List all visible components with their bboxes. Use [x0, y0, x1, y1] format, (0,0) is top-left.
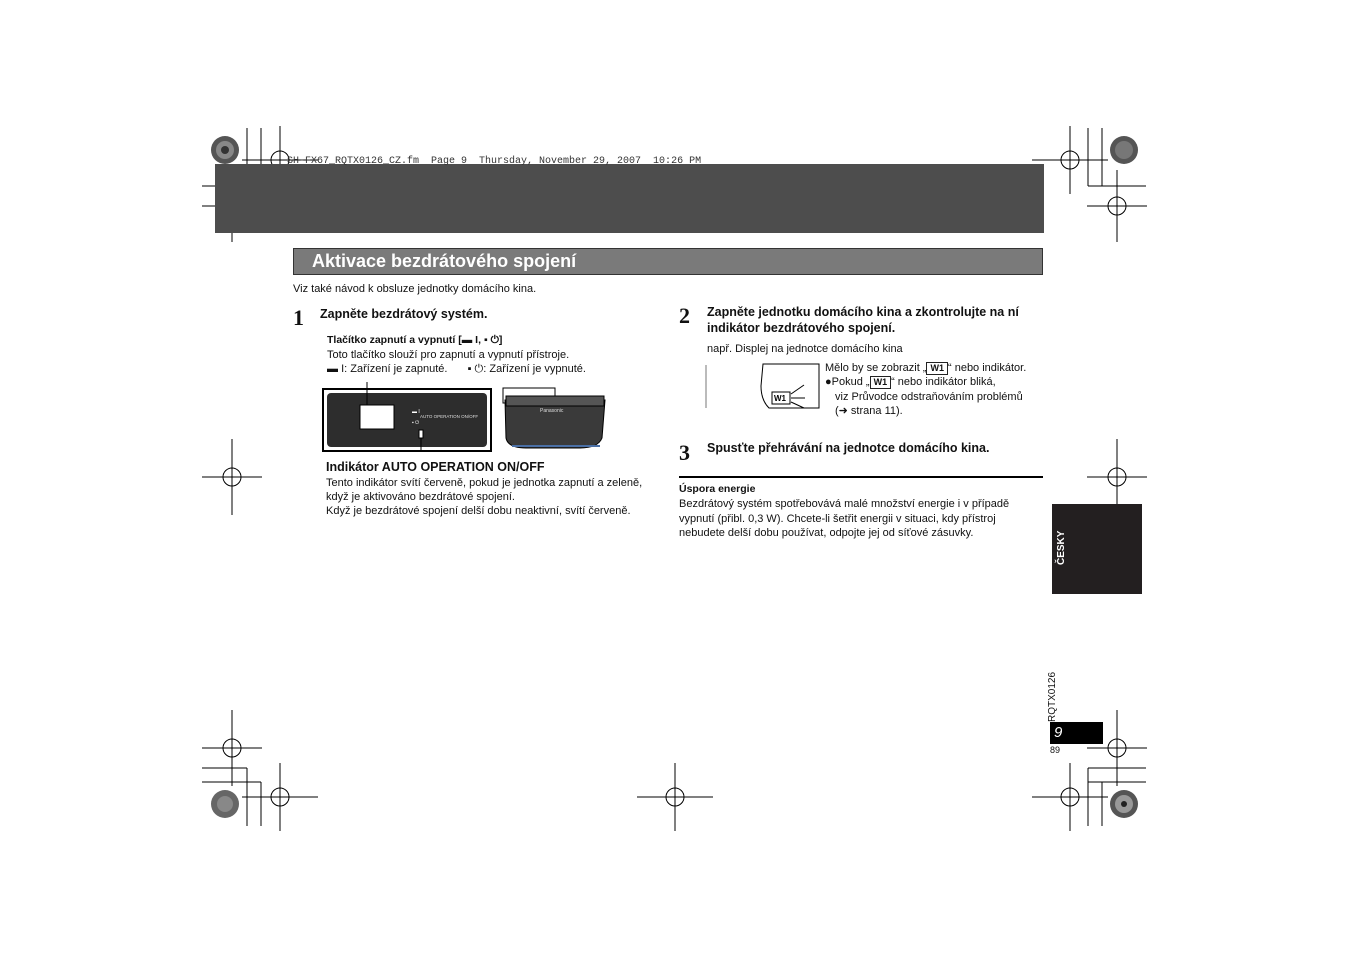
section-title: Aktivace bezdrátového spojení — [293, 248, 1043, 275]
energy-text-1: Bezdrátový systém spotřebovává malé množství energie i v případě — [679, 498, 1010, 510]
intro-text: Viz také návod k obsluze jednotky domácího kina. — [293, 283, 537, 295]
standby-icon-2: ▪ — [483, 334, 488, 346]
step-1-title: Zapněte bezdrátový systém. — [320, 307, 488, 321]
step-number-1: 1 — [293, 305, 304, 330]
energy-heading: Úspora energie — [679, 483, 756, 495]
page-number: 9 — [1050, 722, 1103, 744]
step-number-3: 3 — [679, 440, 690, 465]
device-label: AUTO OPERATION ON/OFF — [420, 414, 479, 419]
display-note-2: ●Pokud „ W1 “ nebo indikátor bliká, — [825, 376, 996, 388]
display-illustration — [705, 360, 820, 410]
svg-text:▪ ⏻: ▪ ⏻ — [412, 420, 420, 426]
page-total: 89 — [1050, 745, 1061, 755]
display-note-1: Mělo by se zobrazit „ W1 “ nebo indikátor. — [825, 362, 1027, 374]
device-illustration — [322, 380, 607, 452]
indicator-heading: Indikátor AUTO OPERATION ON/OFF — [326, 460, 545, 474]
display-note-3: viz Průvodce odstraňováním problémů — [835, 391, 1023, 403]
display-example: např. Displej na jednotce domácího kina — [707, 343, 903, 355]
power-icon: ⏻ — [490, 334, 499, 346]
brand-label: Panasonic — [540, 408, 564, 414]
display-note-4: (➜ strana 11). — [835, 405, 903, 417]
svg-text:▬ I: ▬ I — [412, 409, 420, 415]
power-states: ▬ I: Zařízení je zapnuté. ▪ ⏻: Zařízení je vypnuté. — [327, 363, 586, 375]
w1-display-code: W1 — [926, 362, 948, 375]
energy-text-2: vypnutí (přibl. 0,3 W). Chcete-li šetřit energii v situaci, kdy přístroj — [679, 513, 996, 525]
off-icon: ▪ ⏻ — [467, 363, 484, 375]
display-code: W1 — [774, 394, 786, 403]
indicator-text-1: Tento indikátor svítí červeně, pokud je jednotka zapnutí a zeleně, — [326, 477, 643, 489]
indicator-text-3: Když je bezdrátové spojení delší dobu neaktivní, svítí červeně. — [326, 505, 631, 517]
indicator-text-2: když je aktivováno bezdrátové spojení. — [326, 491, 515, 503]
language-tab-label: ČESKY — [1056, 530, 1067, 565]
energy-divider — [679, 476, 1043, 478]
bullet-icon: ● — [825, 376, 832, 388]
w1-display-code-2: W1 — [870, 376, 892, 389]
document-code: RQTX0126 — [1047, 671, 1058, 722]
energy-text-3: nebudete delší dobu používat, odpojte jej od síťové zásuvky. — [679, 527, 974, 539]
standby-icon: ▬ — [461, 334, 473, 346]
step-3-title: Spusťte přehrávání na jednotce domácího kina. — [707, 441, 990, 455]
step-2-title-1: Zapněte jednotku domácího kina a zkontrolujte na ní — [707, 305, 1019, 319]
step-2-title-2: indikátor bezdrátového spojení. — [707, 321, 896, 335]
on-icon: ▬ — [327, 363, 342, 375]
power-button-heading: Tlačítko zapnutí a vypnutí [▬ I, ▪ ⏻] — [327, 334, 503, 346]
power-button-desc: Toto tlačítko slouží pro zapnutí a vypnutí přístroje. — [327, 349, 570, 361]
file-info-line: SH-FX67_RQTX0126_CZ.fm Page 9 Thursday, November 29, 2007 10:26 PM — [287, 156, 702, 167]
step-number-2: 2 — [679, 303, 690, 328]
header-band — [215, 164, 1044, 233]
